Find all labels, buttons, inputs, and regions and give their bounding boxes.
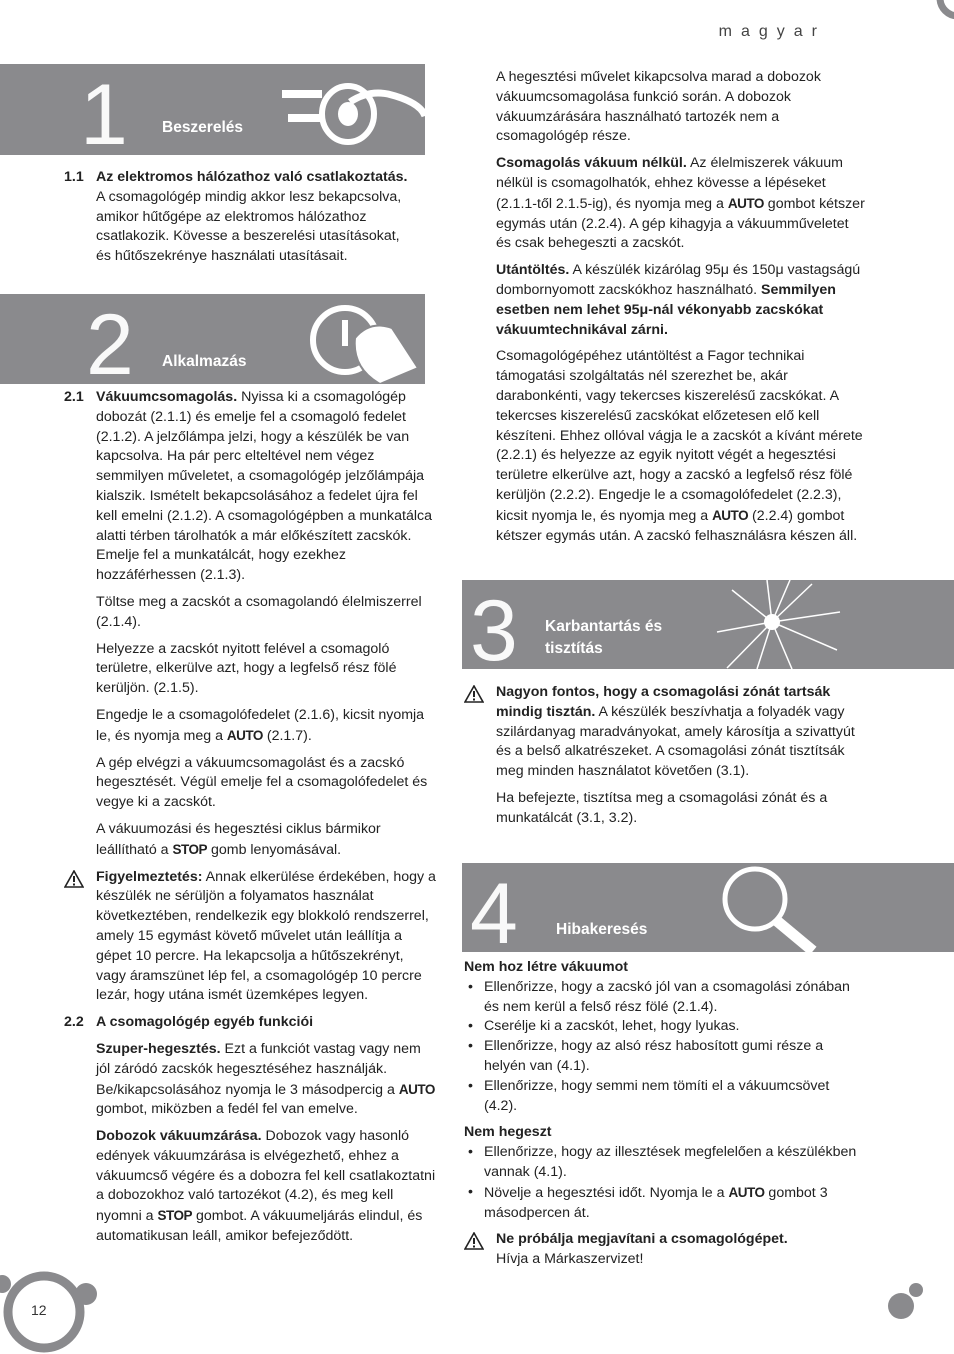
decorative-dots-bottom-right: [880, 1278, 930, 1328]
paragraph-refill: Utántöltés. A készülék kizárólag 95μ és 150μ vastagságú dombornyomott zacskókhoz használható. Semmilyen esetben nem lehet 95μ-nál vékonyabb zacskókat vákuumtechnikával zárni.: [496, 262, 861, 338]
sparkle-icon: [712, 580, 842, 669]
paragraph-heading: Vákuumcsomagolás.: [96, 389, 238, 405]
list-item: • Ellenőrizze, hogy az illesztések megfelelően a készülékben vannak (4.1).: [464, 1143, 866, 1183]
power-button-icon: [300, 298, 425, 384]
paragraph-label: 2.2: [64, 1014, 84, 1031]
corner-circle-bottom-left: [0, 1262, 110, 1354]
auto-button-label: AUTO: [226, 727, 263, 743]
plug-icon: [280, 72, 425, 155]
troubleshoot-list-no-seal: [464, 1143, 866, 1223]
paragraph-lower-lid: Engedje le a csomagolófedelet (2.1.6), kicsit nyomja le, és nyomja meg a AUTO (2.1.7).: [96, 706, 425, 744]
section-number: 4: [470, 866, 518, 952]
warning-block-cleaning: [464, 683, 866, 829]
list-item: • Ellenőrizze, hogy az alsó rész habosított gumi része a helyén van (4.1).: [464, 1037, 866, 1077]
section-title: Alkalmazás: [162, 353, 247, 370]
section-number: 3: [470, 583, 518, 669]
paragraph-result: A gép elvégzi a vákuumcsomagolást és a zacskó hegesztését. Végül emelje fel a csomagolófedelet és vegye ki a zacskót.: [96, 754, 428, 811]
paragraph-place-bag: Helyezze a zacskót nyitott felével a csomagoló területre, elkerülve azt, hogy a legfelső rész fölé kerüljön. (2.1.5).: [96, 640, 397, 697]
page-number: 12: [31, 1302, 47, 1318]
warning-text: Annak elkerülése érdekében, hogy a készülék ne sérüljön a folyamatos használat következtében, rendelkezik egy blokkoló rendszerrel, amely 15 egymást követő művelet után leállítja a gépet 10 percre. Ha lekapcsolja a hűtőszekrényt, vagy áramszünet lép fel, a csomagológép 10 percre lezár, hogy utána ismét üzemképes legyen.: [96, 868, 436, 1004]
warning-text: A készülék beszívhatja a folyadék vagy szilárdanyag maradványokat, amely károsítja a szivattyút és a belső alkatrészeket. A csomagolási zónát tisztítsák meg minden használatot követően (3.1).: [496, 703, 855, 780]
warning-block: [64, 868, 436, 1007]
stop-button-label: STOP: [172, 841, 208, 857]
section-2-header: [0, 294, 425, 384]
magnifier-icon: [717, 863, 817, 952]
paragraph-2-2: 2.2 A csomagológép egyéb funkciói Szuper-hegesztés. Ezt a funkciót vastag vagy nem jól záródó zacskók hegesztéséhez használják. Be/kikapcsolásához nyomja le 3 másodpercig a AUTO gombot, miközben a fedél fel van emelve. Dobozok vákuumzárása. Dobozok vagy hasonló edények vákuumzárása is elvégezhető, ehhez a vákuumcső végére és a dobozra fel kell csatlakoztatni a dobozokhoz való tartozékot (4.2), és meg kell nyomni a STOP gombot. A vákuumeljárás elindul, és automatikusan leáll, amikor befejeződött.: [64, 1014, 436, 1245]
paragraph-fill-bag: Töltse meg a zacskót a csomagolandó élelmiszerrel (2.1.4).: [96, 593, 422, 630]
list-item: • Ellenőrizze, hogy semmi nem tömíti el a vákuumcsövet (4.2).: [464, 1077, 866, 1117]
paragraph-text: A csomagológép mindig akkor lesz bekapcsolva, amikor hűtőgépe az elektromos hálózathoz csatlakozik. Kövesse a beszerelési utasításokat, és hűtőszekrénye használati utasításait.: [96, 188, 402, 265]
auto-button-label: AUTO: [712, 507, 749, 523]
auto-button-label: AUTO: [728, 1184, 765, 1200]
section-number: 2: [86, 297, 134, 384]
paragraph-after-cleaning: Ha befejezte, tisztítsa meg a csomagolási zónát és a munkatálcát (3.1, 3.2).: [496, 789, 828, 826]
section-3-header: [462, 580, 954, 669]
section-title-line1: Karbantartás és: [545, 618, 663, 635]
section-4-header: [462, 863, 954, 952]
troubleshoot-list-no-vacuum: [464, 978, 866, 1117]
list-item: • Ellenőrizze, hogy a zacskó jól van a csomagolási zónában és nem kerül a felső rész fölé (2.1.4).: [464, 978, 866, 1018]
section-title: Beszerelés: [162, 119, 244, 136]
paragraph-stop: A vákuumozási és hegesztési ciklus bármikor leállítható a STOP gomb lenyomásával.: [96, 820, 381, 858]
paragraph-label: 2.1: [64, 389, 84, 405]
troubleshoot-heading-no-vacuum: Nem hoz létre vákuumot: [464, 959, 628, 975]
auto-button-label: AUTO: [398, 1081, 435, 1097]
warning-icon: [64, 870, 84, 888]
list-item: • Növelje a hegesztési időt. Nyomja le a AUTO gombot 3 másodpercen át.: [464, 1183, 866, 1224]
warning-block-repair: [464, 1230, 866, 1270]
language-label: magyar: [718, 23, 826, 40]
section-number: 1: [80, 67, 128, 155]
section-title-line2: tisztítás: [545, 640, 603, 657]
warning-heading: Ne próbálja megjavítani a csomagológépet.: [496, 1231, 788, 1248]
paragraph-no-vacuum: Csomagolás vákuum nélkül. Az élelmiszerek vákuum nélkül is csomagolhatók, ehhez kövesse a lépéseket (2.1.1-től 2.1.5-ig), és nyomja meg a AUTO gombot kétszer egymás után (2.2.4). A gép kihagyja a vákuumműveletet és csak behegeszti a zacskót.: [496, 155, 865, 252]
troubleshoot-heading-no-seal: Nem hegeszt: [464, 1124, 552, 1141]
paragraph-refill-roll: Csomagológépéhez utántöltést a Fagor technikai támogatási szolgáltatás nél szerezhet be, akár darabonkénti, vagy tekercses kiszerelésű zacskókat. A tekercses kiszerelésű zacskókat előzetesen elő kell készíteni. Ehhez ollóval vágja le a zacskót a kívánt mérete (2.2.1) és helyezze az egyik nyitott végét a hegesztési területre elkerülve azt, hogy a zacskó a legfelső rész fölé kerüljön (2.2.2). Engedje le a csomagolófedelet (2.2.3), kicsit nyomja le, és nyomja meg a AUTO (2.2.4) gombot kétszer egymás után. A zacskó felhasználásra készen áll.: [496, 348, 863, 544]
corner-circle-top-right: [930, 0, 954, 30]
warning-heading: Figyelmeztetés:: [96, 868, 203, 885]
section-title: Hibakeresés: [556, 921, 648, 938]
paragraph-box-sealing-note: A hegesztési művelet kikapcsolva marad a dobozok vákuumcsomagolása funkció során. A dobozok vákuumzárására használható tartozék nem a csomagológép része.: [496, 69, 821, 145]
section-1-header: [0, 64, 425, 155]
warning-heading: Nagyon fontos, hogy a csomagolási zónát tartsák mindig tisztán.: [496, 684, 831, 720]
warning-icon: [464, 1232, 484, 1250]
paragraph-heading: A csomagológép egyéb funkciói: [96, 1014, 314, 1031]
stop-button-label: STOP: [157, 1208, 193, 1224]
warning-icon: [464, 685, 484, 703]
warning-text: Hívja a Márkaszervizet!: [496, 1251, 644, 1268]
list-item: • Cserélje ki a zacskót, lehet, hogy lyukas.: [464, 1017, 866, 1037]
paragraph-heading: Az elektromos hálózathoz való csatlakoztatás.: [96, 169, 408, 185]
auto-button-label: AUTO: [727, 195, 764, 211]
paragraph-label: 1.1: [64, 169, 84, 185]
paragraph-2-1: [64, 388, 436, 861]
paragraph-1-1: [64, 168, 409, 267]
paragraph-text: Nyissa ki a csomagológép dobozát (2.1.1) és emelje fel a csomagoló fedelet (2.1.2). A jelzőlámpa jelzi, hogy a készülék be van kapcsolva. Ha pár perc elteltével nem végez semmilyen műveletet, a csomagológép jelzőlámpája kialszik. Ismételt bekapcsolásához a fedelet újra fel kell emelni (2.1.2). A csomagológépben a munkatálca alatti térben tárolhatók a már előkészített zacskók. Emelje fel a munkatálcát, hogy ezekhez hozzáférhessen (2.1.3).: [96, 389, 432, 584]
